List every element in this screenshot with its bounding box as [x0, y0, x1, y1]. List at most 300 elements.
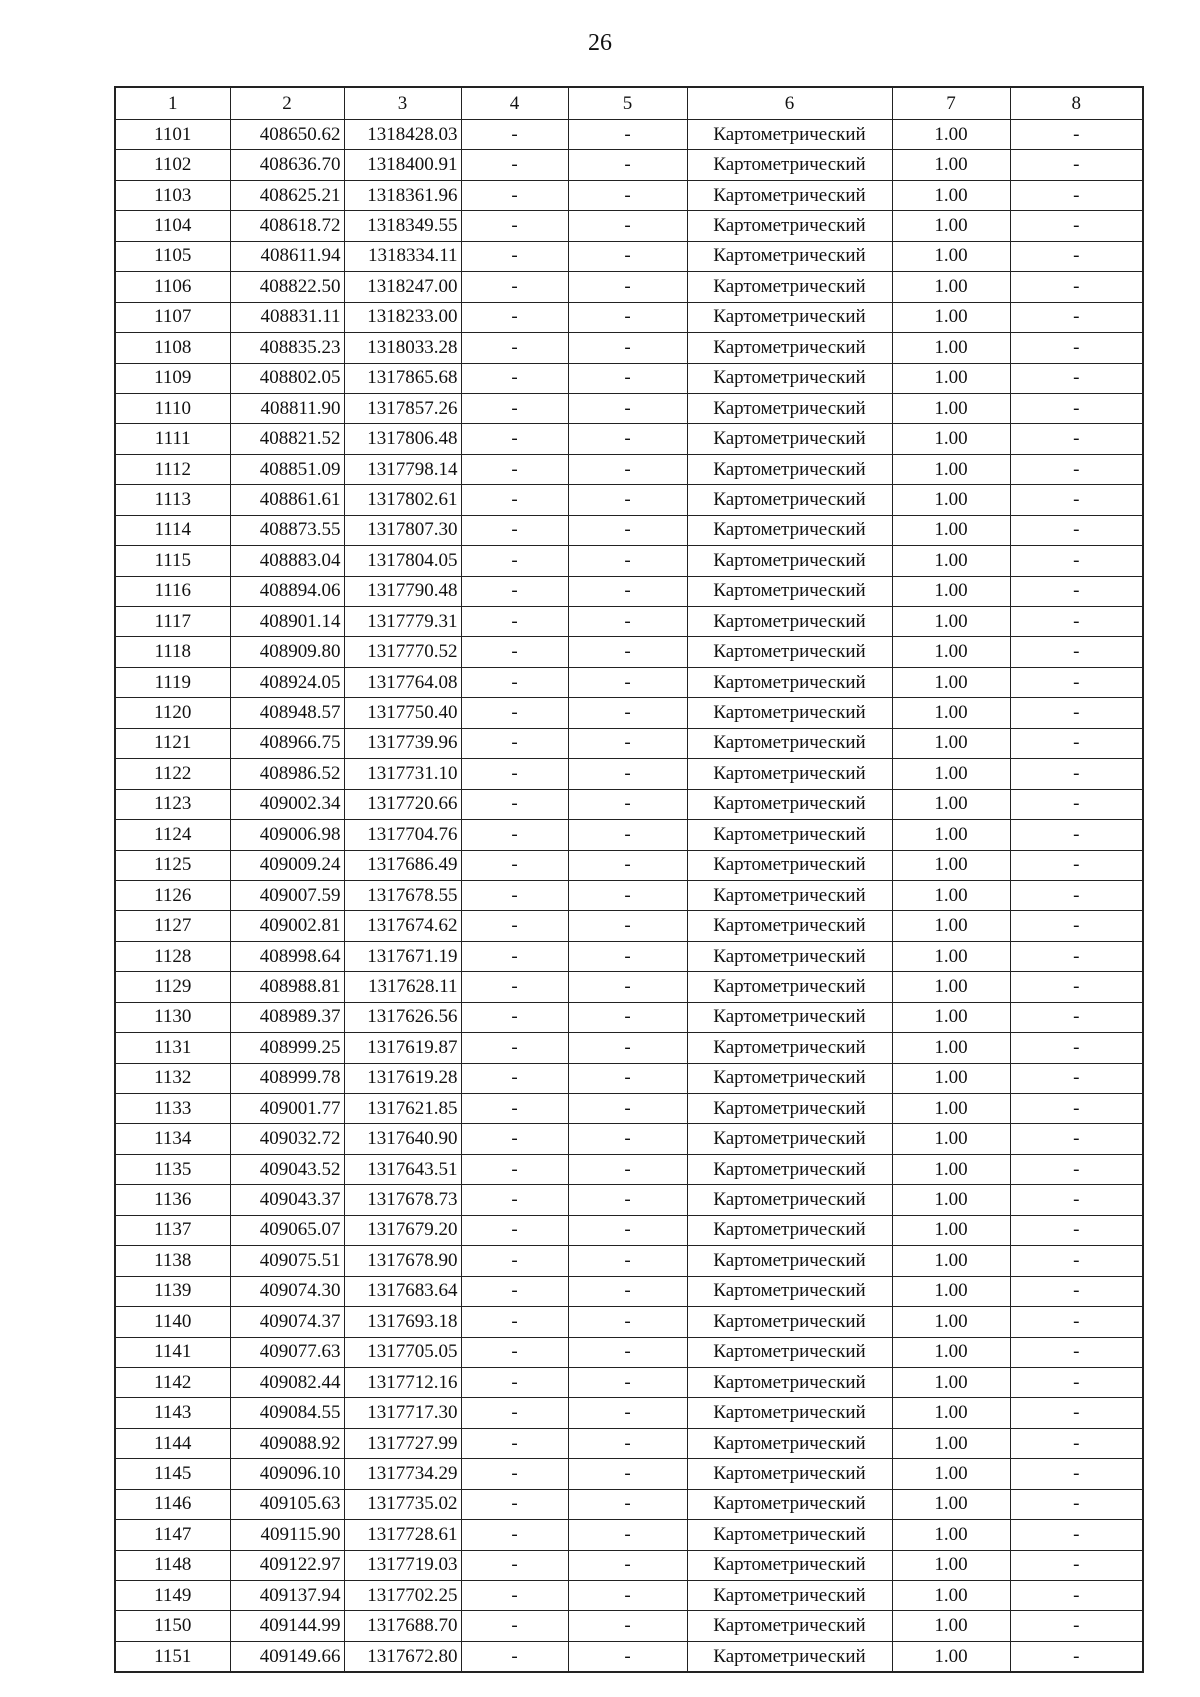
table-row — [115, 1520, 1143, 1550]
table-row — [115, 180, 1143, 210]
method-cell: Картометрический — [687, 150, 892, 180]
column-4-cell: - — [461, 1094, 568, 1124]
point-number-cell: 1140 — [115, 1307, 230, 1337]
method-cell: Картометрический — [687, 1428, 892, 1458]
point-number-cell: 1148 — [115, 1550, 230, 1580]
method-cell: Картометрический — [687, 1246, 892, 1276]
table-row — [115, 454, 1143, 484]
y-coordinate-cell: 1317807.30 — [344, 515, 461, 545]
y-coordinate-cell: 1317735.02 — [344, 1489, 461, 1519]
table-row — [115, 424, 1143, 454]
accuracy-cell: 1.00 — [892, 637, 1010, 667]
y-coordinate-cell: 1317640.90 — [344, 1124, 461, 1154]
x-coordinate-cell: 409096.10 — [230, 1459, 344, 1489]
point-number-cell: 1136 — [115, 1185, 230, 1215]
column-8-cell: - — [1010, 1459, 1143, 1489]
accuracy-cell: 1.00 — [892, 393, 1010, 423]
column-header: 2 — [230, 87, 344, 120]
x-coordinate-cell: 409065.07 — [230, 1215, 344, 1245]
method-cell: Картометрический — [687, 272, 892, 302]
method-cell: Картометрический — [687, 1611, 892, 1641]
point-number-cell: 1126 — [115, 880, 230, 910]
table-row — [115, 150, 1143, 180]
column-5-cell: - — [568, 393, 687, 423]
column-8-cell: - — [1010, 941, 1143, 971]
y-coordinate-cell: 1317804.05 — [344, 546, 461, 576]
accuracy-cell: 1.00 — [892, 911, 1010, 941]
column-5-cell: - — [568, 637, 687, 667]
accuracy-cell: 1.00 — [892, 1337, 1010, 1367]
column-5-cell: - — [568, 880, 687, 910]
method-cell: Картометрический — [687, 1367, 892, 1397]
method-cell: Картометрический — [687, 1550, 892, 1580]
method-cell: Картометрический — [687, 1459, 892, 1489]
column-8-cell: - — [1010, 485, 1143, 515]
column-8-cell: - — [1010, 1550, 1143, 1580]
accuracy-cell: 1.00 — [892, 1581, 1010, 1611]
point-number-cell: 1130 — [115, 1002, 230, 1032]
column-4-cell: - — [461, 1641, 568, 1672]
accuracy-cell: 1.00 — [892, 789, 1010, 819]
column-4-cell: - — [461, 1398, 568, 1428]
x-coordinate-cell: 409105.63 — [230, 1489, 344, 1519]
column-4-cell: - — [461, 1611, 568, 1641]
accuracy-cell: 1.00 — [892, 880, 1010, 910]
table-row — [115, 667, 1143, 697]
column-4-cell: - — [461, 1367, 568, 1397]
x-coordinate-cell: 409144.99 — [230, 1611, 344, 1641]
column-8-cell: - — [1010, 1307, 1143, 1337]
column-5-cell: - — [568, 180, 687, 210]
y-coordinate-cell: 1317619.87 — [344, 1033, 461, 1063]
column-header: 3 — [344, 87, 461, 120]
column-8-cell: - — [1010, 180, 1143, 210]
method-cell: Картометрический — [687, 728, 892, 758]
column-8-cell: - — [1010, 1154, 1143, 1184]
accuracy-cell: 1.00 — [892, 302, 1010, 332]
point-number-cell: 1132 — [115, 1063, 230, 1093]
column-5-cell: - — [568, 820, 687, 850]
column-5-cell: - — [568, 850, 687, 880]
column-8-cell: - — [1010, 1094, 1143, 1124]
table-row — [115, 911, 1143, 941]
accuracy-cell: 1.00 — [892, 1641, 1010, 1672]
column-5-cell: - — [568, 363, 687, 393]
y-coordinate-cell: 1317628.11 — [344, 972, 461, 1002]
point-number-cell: 1151 — [115, 1641, 230, 1672]
accuracy-cell: 1.00 — [892, 546, 1010, 576]
accuracy-cell: 1.00 — [892, 1398, 1010, 1428]
column-5-cell: - — [568, 1459, 687, 1489]
x-coordinate-cell: 408822.50 — [230, 272, 344, 302]
column-4-cell: - — [461, 1215, 568, 1245]
column-8-cell: - — [1010, 789, 1143, 819]
x-coordinate-cell: 408851.09 — [230, 454, 344, 484]
accuracy-cell: 1.00 — [892, 180, 1010, 210]
column-5-cell: - — [568, 1185, 687, 1215]
point-number-cell: 1125 — [115, 850, 230, 880]
point-number-cell: 1123 — [115, 789, 230, 819]
y-coordinate-cell: 1318334.11 — [344, 241, 461, 271]
x-coordinate-cell: 409032.72 — [230, 1124, 344, 1154]
column-5-cell: - — [568, 576, 687, 606]
table-row — [115, 1550, 1143, 1580]
table-row — [115, 850, 1143, 880]
x-coordinate-cell: 409006.98 — [230, 820, 344, 850]
table-row — [115, 1185, 1143, 1215]
column-5-cell: - — [568, 302, 687, 332]
column-4-cell: - — [461, 180, 568, 210]
column-5-cell: - — [568, 911, 687, 941]
column-4-cell: - — [461, 120, 568, 150]
point-number-cell: 1149 — [115, 1581, 230, 1611]
column-4-cell: - — [461, 363, 568, 393]
column-header: 7 — [892, 87, 1010, 120]
table-row — [115, 1459, 1143, 1489]
column-4-cell: - — [461, 698, 568, 728]
table-row — [115, 333, 1143, 363]
accuracy-cell: 1.00 — [892, 850, 1010, 880]
x-coordinate-cell: 409077.63 — [230, 1337, 344, 1367]
column-4-cell: - — [461, 1033, 568, 1063]
accuracy-cell: 1.00 — [892, 941, 1010, 971]
x-coordinate-cell: 409043.52 — [230, 1154, 344, 1184]
column-5-cell: - — [568, 972, 687, 1002]
x-coordinate-cell: 409082.44 — [230, 1367, 344, 1397]
method-cell: Картометрический — [687, 1063, 892, 1093]
y-coordinate-cell: 1317688.70 — [344, 1611, 461, 1641]
table-row — [115, 1398, 1143, 1428]
column-8-cell: - — [1010, 637, 1143, 667]
table-row — [115, 820, 1143, 850]
table-row — [115, 1367, 1143, 1397]
column-4-cell: - — [461, 728, 568, 758]
point-number-cell: 1127 — [115, 911, 230, 941]
point-number-cell: 1101 — [115, 120, 230, 150]
accuracy-cell: 1.00 — [892, 1489, 1010, 1519]
column-5-cell: - — [568, 1154, 687, 1184]
point-number-cell: 1107 — [115, 302, 230, 332]
column-4-cell: - — [461, 393, 568, 423]
column-8-cell: - — [1010, 1581, 1143, 1611]
column-4-cell: - — [461, 850, 568, 880]
y-coordinate-cell: 1317626.56 — [344, 1002, 461, 1032]
x-coordinate-cell: 408883.04 — [230, 546, 344, 576]
accuracy-cell: 1.00 — [892, 454, 1010, 484]
point-number-cell: 1117 — [115, 607, 230, 637]
y-coordinate-cell: 1317712.16 — [344, 1367, 461, 1397]
accuracy-cell: 1.00 — [892, 1154, 1010, 1184]
method-cell: Картометрический — [687, 880, 892, 910]
column-5-cell: - — [568, 759, 687, 789]
y-coordinate-cell: 1317779.31 — [344, 607, 461, 637]
column-header: 1 — [115, 87, 230, 120]
table-row — [115, 698, 1143, 728]
x-coordinate-cell: 408618.72 — [230, 211, 344, 241]
y-coordinate-cell: 1318233.00 — [344, 302, 461, 332]
column-4-cell: - — [461, 637, 568, 667]
y-coordinate-cell: 1317619.28 — [344, 1063, 461, 1093]
accuracy-cell: 1.00 — [892, 120, 1010, 150]
column-8-cell: - — [1010, 1520, 1143, 1550]
x-coordinate-cell: 408998.64 — [230, 941, 344, 971]
method-cell: Картометрический — [687, 454, 892, 484]
point-number-cell: 1124 — [115, 820, 230, 850]
column-5-cell: - — [568, 1246, 687, 1276]
column-8-cell: - — [1010, 241, 1143, 271]
method-cell: Картометрический — [687, 1154, 892, 1184]
column-4-cell: - — [461, 1002, 568, 1032]
table-row — [115, 728, 1143, 758]
column-4-cell: - — [461, 1428, 568, 1458]
y-coordinate-cell: 1317727.99 — [344, 1428, 461, 1458]
point-number-cell: 1116 — [115, 576, 230, 606]
y-coordinate-cell: 1317678.90 — [344, 1246, 461, 1276]
y-coordinate-cell: 1317731.10 — [344, 759, 461, 789]
point-number-cell: 1105 — [115, 241, 230, 271]
column-5-cell: - — [568, 424, 687, 454]
table-row — [115, 1307, 1143, 1337]
method-cell: Картометрический — [687, 1581, 892, 1611]
table-row — [115, 1033, 1143, 1063]
y-coordinate-cell: 1317717.30 — [344, 1398, 461, 1428]
table-row — [115, 393, 1143, 423]
column-4-cell: - — [461, 1154, 568, 1184]
point-number-cell: 1113 — [115, 485, 230, 515]
column-5-cell: - — [568, 1094, 687, 1124]
column-4-cell: - — [461, 1307, 568, 1337]
method-cell: Картометрический — [687, 211, 892, 241]
method-cell: Картометрический — [687, 941, 892, 971]
table-row — [115, 241, 1143, 271]
table-row — [115, 607, 1143, 637]
column-5-cell: - — [568, 1641, 687, 1672]
point-number-cell: 1121 — [115, 728, 230, 758]
column-8-cell: - — [1010, 211, 1143, 241]
table-row — [115, 759, 1143, 789]
table-header-row — [115, 87, 1143, 120]
column-4-cell: - — [461, 1124, 568, 1154]
point-number-cell: 1146 — [115, 1489, 230, 1519]
column-5-cell: - — [568, 1215, 687, 1245]
x-coordinate-cell: 408988.81 — [230, 972, 344, 1002]
column-5-cell: - — [568, 667, 687, 697]
column-8-cell: - — [1010, 820, 1143, 850]
point-number-cell: 1108 — [115, 333, 230, 363]
method-cell: Картометрический — [687, 789, 892, 819]
accuracy-cell: 1.00 — [892, 1215, 1010, 1245]
column-5-cell: - — [568, 607, 687, 637]
x-coordinate-cell: 408831.11 — [230, 302, 344, 332]
point-number-cell: 1115 — [115, 546, 230, 576]
accuracy-cell: 1.00 — [892, 576, 1010, 606]
accuracy-cell: 1.00 — [892, 1063, 1010, 1093]
y-coordinate-cell: 1318428.03 — [344, 120, 461, 150]
table-row — [115, 1489, 1143, 1519]
column-8-cell: - — [1010, 150, 1143, 180]
column-8-cell: - — [1010, 880, 1143, 910]
column-5-cell: - — [568, 941, 687, 971]
table-row — [115, 485, 1143, 515]
method-cell: Картометрический — [687, 1398, 892, 1428]
column-8-cell: - — [1010, 1002, 1143, 1032]
x-coordinate-cell: 408811.90 — [230, 393, 344, 423]
column-8-cell: - — [1010, 272, 1143, 302]
column-8-cell: - — [1010, 667, 1143, 697]
accuracy-cell: 1.00 — [892, 150, 1010, 180]
y-coordinate-cell: 1317686.49 — [344, 850, 461, 880]
method-cell: Картометрический — [687, 120, 892, 150]
y-coordinate-cell: 1317728.61 — [344, 1520, 461, 1550]
accuracy-cell: 1.00 — [892, 1520, 1010, 1550]
method-cell: Картометрический — [687, 241, 892, 271]
method-cell: Картометрический — [687, 607, 892, 637]
method-cell: Картометрический — [687, 1489, 892, 1519]
accuracy-cell: 1.00 — [892, 272, 1010, 302]
column-8-cell: - — [1010, 1489, 1143, 1519]
column-8-cell: - — [1010, 1428, 1143, 1458]
table-body — [115, 120, 1143, 1673]
column-5-cell: - — [568, 1063, 687, 1093]
y-coordinate-cell: 1317672.80 — [344, 1641, 461, 1672]
table-row — [115, 302, 1143, 332]
x-coordinate-cell: 408999.25 — [230, 1033, 344, 1063]
table-row — [115, 1094, 1143, 1124]
column-5-cell: - — [568, 728, 687, 758]
point-number-cell: 1131 — [115, 1033, 230, 1063]
point-number-cell: 1102 — [115, 150, 230, 180]
x-coordinate-cell: 409009.24 — [230, 850, 344, 880]
column-8-cell: - — [1010, 1398, 1143, 1428]
column-8-cell: - — [1010, 1276, 1143, 1306]
coordinates-table — [114, 86, 1144, 1673]
column-8-cell: - — [1010, 1033, 1143, 1063]
column-4-cell: - — [461, 424, 568, 454]
column-8-cell: - — [1010, 1063, 1143, 1093]
x-coordinate-cell: 409074.37 — [230, 1307, 344, 1337]
column-4-cell: - — [461, 546, 568, 576]
y-coordinate-cell: 1317678.55 — [344, 880, 461, 910]
column-8-cell: - — [1010, 607, 1143, 637]
x-coordinate-cell: 409137.94 — [230, 1581, 344, 1611]
column-8-cell: - — [1010, 1185, 1143, 1215]
x-coordinate-cell: 408835.23 — [230, 333, 344, 363]
method-cell: Картометрический — [687, 485, 892, 515]
y-coordinate-cell: 1317764.08 — [344, 667, 461, 697]
x-coordinate-cell: 408901.14 — [230, 607, 344, 637]
point-number-cell: 1109 — [115, 363, 230, 393]
accuracy-cell: 1.00 — [892, 1033, 1010, 1063]
x-coordinate-cell: 408821.52 — [230, 424, 344, 454]
column-8-cell: - — [1010, 728, 1143, 758]
x-coordinate-cell: 409007.59 — [230, 880, 344, 910]
x-coordinate-cell: 409074.30 — [230, 1276, 344, 1306]
accuracy-cell: 1.00 — [892, 485, 1010, 515]
column-5-cell: - — [568, 546, 687, 576]
x-coordinate-cell: 408966.75 — [230, 728, 344, 758]
x-coordinate-cell: 409084.55 — [230, 1398, 344, 1428]
accuracy-cell: 1.00 — [892, 241, 1010, 271]
column-5-cell: - — [568, 515, 687, 545]
method-cell: Картометрический — [687, 637, 892, 667]
point-number-cell: 1103 — [115, 180, 230, 210]
x-coordinate-cell: 409075.51 — [230, 1246, 344, 1276]
column-4-cell: - — [461, 941, 568, 971]
table-row — [115, 1124, 1143, 1154]
column-4-cell: - — [461, 1581, 568, 1611]
method-cell: Картометрический — [687, 393, 892, 423]
method-cell: Картометрический — [687, 759, 892, 789]
column-5-cell: - — [568, 211, 687, 241]
point-number-cell: 1122 — [115, 759, 230, 789]
column-8-cell: - — [1010, 850, 1143, 880]
method-cell: Картометрический — [687, 911, 892, 941]
column-4-cell: - — [461, 1276, 568, 1306]
column-5-cell: - — [568, 272, 687, 302]
table-row — [115, 972, 1143, 1002]
y-coordinate-cell: 1318033.28 — [344, 333, 461, 363]
point-number-cell: 1141 — [115, 1337, 230, 1367]
column-4-cell: - — [461, 1550, 568, 1580]
column-5-cell: - — [568, 454, 687, 484]
y-coordinate-cell: 1317679.20 — [344, 1215, 461, 1245]
method-cell: Картометрический — [687, 1033, 892, 1063]
x-coordinate-cell: 408894.06 — [230, 576, 344, 606]
point-number-cell: 1142 — [115, 1367, 230, 1397]
method-cell: Картометрический — [687, 1124, 892, 1154]
y-coordinate-cell: 1317674.62 — [344, 911, 461, 941]
column-header: 4 — [461, 87, 568, 120]
column-8-cell: - — [1010, 698, 1143, 728]
y-coordinate-cell: 1317719.03 — [344, 1550, 461, 1580]
table-row — [115, 1063, 1143, 1093]
column-8-cell: - — [1010, 1611, 1143, 1641]
column-5-cell: - — [568, 1550, 687, 1580]
column-5-cell: - — [568, 150, 687, 180]
y-coordinate-cell: 1318349.55 — [344, 211, 461, 241]
x-coordinate-cell: 408861.61 — [230, 485, 344, 515]
y-coordinate-cell: 1317704.76 — [344, 820, 461, 850]
point-number-cell: 1143 — [115, 1398, 230, 1428]
column-4-cell: - — [461, 333, 568, 363]
column-5-cell: - — [568, 1398, 687, 1428]
method-cell: Картометрический — [687, 1215, 892, 1245]
column-8-cell: - — [1010, 972, 1143, 1002]
x-coordinate-cell: 408611.94 — [230, 241, 344, 271]
x-coordinate-cell: 408650.62 — [230, 120, 344, 150]
point-number-cell: 1120 — [115, 698, 230, 728]
column-4-cell: - — [461, 515, 568, 545]
point-number-cell: 1138 — [115, 1246, 230, 1276]
method-cell: Картометрический — [687, 1337, 892, 1367]
column-5-cell: - — [568, 1276, 687, 1306]
column-5-cell: - — [568, 1033, 687, 1063]
table-row — [115, 1337, 1143, 1367]
accuracy-cell: 1.00 — [892, 1611, 1010, 1641]
column-header: 5 — [568, 87, 687, 120]
accuracy-cell: 1.00 — [892, 1094, 1010, 1124]
method-cell: Картометрический — [687, 1002, 892, 1032]
column-4-cell: - — [461, 911, 568, 941]
method-cell: Картометрический — [687, 972, 892, 1002]
column-4-cell: - — [461, 454, 568, 484]
table-row — [115, 1611, 1143, 1641]
column-5-cell: - — [568, 1520, 687, 1550]
point-number-cell: 1104 — [115, 211, 230, 241]
table-row — [115, 1276, 1143, 1306]
y-coordinate-cell: 1317798.14 — [344, 454, 461, 484]
table-row — [115, 1002, 1143, 1032]
